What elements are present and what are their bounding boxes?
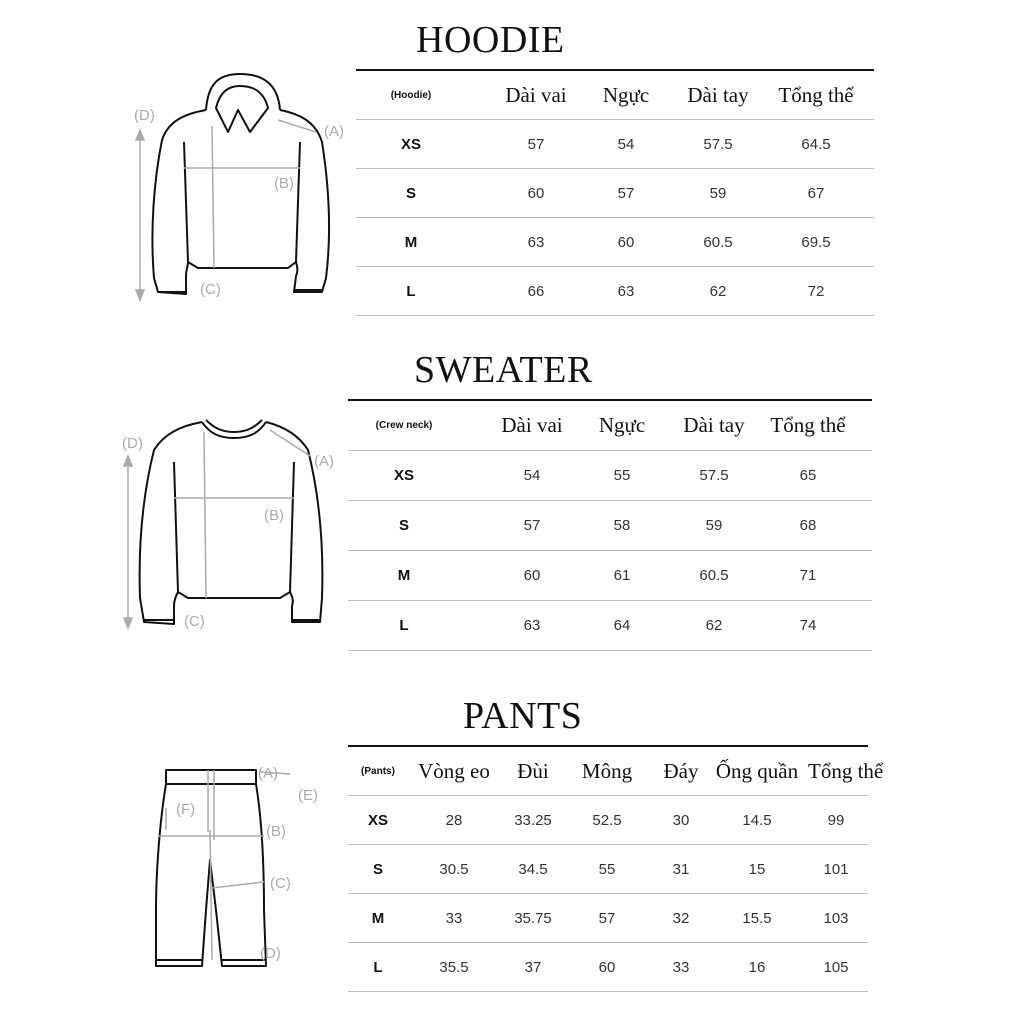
pants-label-e: (E)	[298, 787, 318, 804]
hoodie-label-b: (B)	[274, 175, 294, 192]
pants-corner-label: (Pants)	[361, 765, 395, 777]
table-cell: 60.5	[703, 233, 733, 251]
hoodie-header: Ngực	[602, 82, 650, 107]
pants-header: Vòng eo	[418, 758, 490, 783]
table-cell: 52.5	[592, 811, 622, 829]
size-label: XS	[367, 811, 388, 829]
table-cell: 101	[823, 860, 849, 878]
table-cell: 99	[827, 811, 845, 829]
table-cell: 66	[527, 282, 545, 300]
table-cell: 60	[523, 567, 541, 584]
table-cell: 55	[613, 467, 631, 484]
table-row	[356, 120, 874, 169]
table-cell: 31	[672, 860, 690, 878]
size-label: XS	[400, 135, 421, 153]
table-cell: 103	[823, 909, 849, 927]
table-row	[356, 267, 874, 316]
table-cell: 61	[613, 567, 631, 584]
table-cell: 59	[705, 517, 723, 534]
table-cell: 59	[709, 184, 727, 202]
sweater-label-d: (D)	[122, 435, 143, 452]
hoodie-size-table	[356, 69, 874, 319]
table-cell: 15.5	[742, 909, 772, 927]
size-label: XS	[393, 467, 414, 484]
table-row	[348, 451, 872, 501]
table-cell: 34.5	[518, 860, 548, 878]
table-cell: 60.5	[699, 567, 729, 584]
table-cell: 62	[705, 617, 723, 634]
table-cell: 28	[445, 811, 463, 829]
table-cell: 30.5	[439, 860, 469, 878]
pants-label-a: (A)	[258, 765, 278, 782]
table-cell: 33	[672, 958, 690, 976]
table-row	[348, 845, 868, 894]
table-cell: 55	[598, 860, 616, 878]
table-cell: 37	[524, 958, 542, 976]
size-label: L	[399, 617, 409, 634]
pants-label-d: (D)	[260, 945, 281, 962]
size-label: L	[406, 282, 416, 300]
size-label: S	[405, 184, 416, 202]
sweater-header-row	[348, 401, 872, 451]
size-label: S	[372, 860, 383, 878]
table-cell: 57	[617, 184, 635, 202]
hoodie-label-c: (C)	[200, 281, 221, 298]
size-label: S	[398, 517, 409, 534]
table-cell: 15	[748, 860, 766, 878]
table-cell: 57	[527, 135, 545, 153]
pants-header: Ống quần	[715, 758, 799, 783]
pants-size-table	[348, 745, 884, 995]
table-cell: 57	[598, 909, 616, 927]
pants-label-c: (C)	[270, 875, 291, 892]
pants-title: PANTS	[463, 695, 583, 737]
size-label: M	[371, 909, 385, 927]
table-row	[356, 218, 874, 267]
table-cell: 68	[799, 517, 817, 534]
table-cell: 74	[799, 617, 817, 634]
hoodie-illustration	[128, 70, 358, 310]
table-cell: 63	[617, 282, 635, 300]
table-cell: 60	[527, 184, 545, 202]
table-cell: 60	[598, 958, 616, 976]
sweater-label-c: (C)	[184, 613, 205, 630]
table-cell: 57.5	[699, 467, 729, 484]
sweater-header: Tổng thể	[770, 413, 846, 437]
table-cell: 35.75	[514, 909, 552, 927]
table-cell: 69.5	[801, 233, 831, 251]
table-cell: 33	[445, 909, 463, 927]
pants-label-f: (F)	[176, 801, 196, 818]
sweater-label-a: (A)	[314, 453, 334, 470]
hoodie-header: Dài vai	[505, 82, 567, 107]
table-row	[348, 501, 872, 551]
table-cell: 65	[799, 467, 817, 484]
size-label: M	[397, 567, 411, 584]
table-cell: 64	[613, 617, 631, 634]
table-cell: 63	[523, 617, 541, 634]
table-cell: 32	[672, 909, 690, 927]
table-row	[348, 796, 868, 845]
table-cell: 72	[807, 282, 825, 300]
table-row	[348, 894, 868, 943]
hoodie-header-row	[356, 71, 874, 120]
table-cell: 64.5	[801, 135, 831, 153]
pants-header: Đùi	[517, 758, 549, 783]
table-cell: 62	[709, 282, 727, 300]
table-cell: 14.5	[742, 811, 772, 829]
table-row	[348, 601, 872, 651]
hoodie-label-d: (D)	[134, 107, 155, 124]
pants-header: Đáy	[663, 758, 699, 783]
table-cell: 105	[823, 958, 849, 976]
size-label: L	[373, 958, 383, 976]
hoodie-header: Dài tay	[687, 82, 749, 107]
sweater-title: SWEATER	[414, 349, 593, 391]
table-cell: 71	[799, 567, 817, 584]
table-cell: 67	[807, 184, 825, 202]
sweater-size-table	[348, 399, 872, 651]
pants-header: Mông	[581, 758, 633, 783]
table-cell: 60	[617, 233, 635, 251]
hoodie-header: Tổng thể	[778, 82, 854, 107]
table-cell: 57	[523, 517, 541, 534]
table-cell: 54	[523, 467, 541, 484]
table-cell: 58	[613, 517, 631, 534]
size-label: M	[404, 233, 418, 251]
pants-header: Tổng thể	[808, 758, 884, 783]
sweater-corner-label: (Crew neck)	[375, 420, 433, 431]
sweater-illustration	[120, 410, 350, 640]
sweater-label-b: (B)	[264, 507, 284, 524]
table-row	[356, 169, 874, 218]
table-cell: 54	[617, 135, 635, 153]
hoodie-corner-label: (Hoodie)	[390, 89, 432, 101]
table-cell: 30	[672, 811, 690, 829]
hoodie-title: HOODIE	[416, 19, 565, 61]
hoodie-label-a: (A)	[324, 123, 344, 140]
table-cell: 57.5	[703, 135, 733, 153]
table-row	[348, 551, 872, 601]
table-cell: 35.5	[439, 958, 469, 976]
sweater-header: Dài vai	[501, 413, 563, 437]
table-cell: 33.25	[514, 811, 552, 829]
sweater-header: Ngực	[598, 413, 646, 437]
sweater-header: Dài tay	[683, 413, 745, 437]
table-row	[348, 943, 868, 992]
table-cell: 63	[527, 233, 545, 251]
table-cell: 16	[748, 958, 766, 976]
pants-label-b: (B)	[266, 823, 286, 840]
pants-illustration	[150, 760, 340, 980]
pants-header-row	[348, 747, 884, 796]
